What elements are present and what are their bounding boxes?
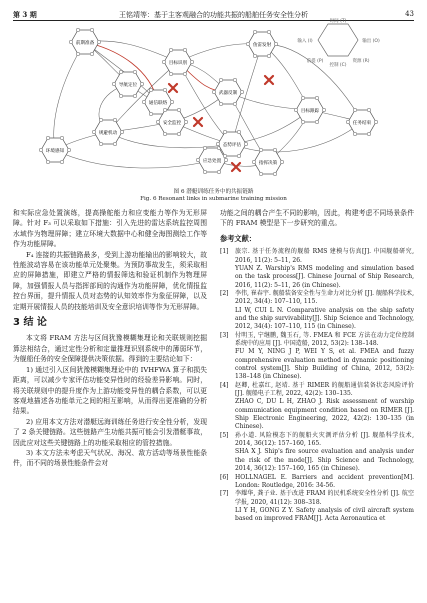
reference-number: [4] [220,381,229,389]
node-environment-sensing [39,136,71,164]
reference-entry [220,290,414,307]
reference-text: 旅宗. 基于任务流程的舰船 RMS 建模与仿真[J]. 中国舰船研究, 2016, 11(2): 5–11, 26. [235,248,414,264]
svg-text:目标识别: 目标识别 [168,61,188,66]
paragraph: 3) 本文方法未考虑天气状况、海况、敌方活动等场景性能条件，而不同的场景性能条件会对 [13,448,207,468]
barrier-x-icon [169,84,177,92]
reference-text: 赵卿, 杜嘉红, 赵靖. 基于 RIMER 的舰船通信装备状态风险评价 [J]. 舰船电子工程, 2022, 42(2): 130–135. [235,381,414,398]
node-weapon-countermeasure [212,78,244,106]
reference-number: [5] [220,431,229,439]
node-navigation [112,70,144,98]
node-torpedo-launch [246,30,278,58]
svg-text:导航定位: 导航定位 [118,83,138,88]
reference-text: 付明玉, 宁继鹏, 魏玉石, 等. FMEA 和 FCE 方法在动力定位控制系统中的应用 [J]. 中国造船, 2012, 53(2): 138–148. [235,331,414,347]
legend-control: 控制 (C) [329,63,347,68]
reference-text: LI Y H, GONG Z Y. Safety analysis of civil aircraft system based on improved FRAM[J]. Acta Aeronautica et [235,506,414,523]
reference-text: 李伟, 崔春宇. 舰船装备安全性与生命力对比分析 [J]. 舰船科学技术, 2012, 34(4): 107–110, 115. [235,289,414,306]
svg-text:应急处置: 应急处置 [202,159,222,164]
figure-caption-cn: 图 6 潜艇训练任务中的共振链路 [173,189,254,195]
reference-entry [220,348,414,381]
running-header [13,8,414,20]
svg-text:规避机动: 规避机动 [98,131,118,136]
reference-text: YUAN Z. Warship's RMS modeling and simulation based on the task process[J]. Chinese Journal of Ship Research, 2016, 11(2): 5–11, 26 (in Chinese). [235,264,414,289]
svg-text:指挥决策: 指挥决策 [258,161,278,166]
reference-text: ZHAO C, DU L H, ZHAO J. Risk assessment of warship communication equipment condition based on RIMER [J]. Ship Electronic Engineering, 2022, 42(2): 130–135 (in Chinese). [235,398,414,431]
reference-text: SHA X J. Ship's fire source evaluation and analysis under the risk of the mode[J]. Ship Science and Technology, 2014, 36(12): 157–160, 165 (in Chinese). [235,448,414,473]
page-number: 43 [405,10,414,18]
barrier-x-icon [194,118,202,126]
running-title: 王铭靖等：基于主客观融合的功能共振的船舶任务安全性分析 [119,11,308,19]
reference-entry [220,432,414,449]
legend-resource: 资源 (R) [352,59,370,64]
reference-entry [220,332,414,349]
paragraph: 本文将 FRAM 方法与区间犹豫模糊集理论和关联规则挖掘算法相结合，通过定性分析和定量推理识别系统中的薄弱环节，为舰船任务的安全保障提供决策依据。得到的主要结论如下： [13,334,207,364]
paragraph: 和实际应急处置演练，提高操舵能力和应变能力等作为无形屏障。针对 F₃ 可以采取如下措施：引入先进的雷达系统监控周围水域作为物理屏障；建立环境大数据中心和健全海图测绘工作等作为功能屏障。 [13,209,207,249]
reference-entry [220,474,414,491]
reference-text: 孙小道. 风险模态下的舰船火灾测评估分析 [J]. 舰船科学技术, 2014, 36(12): 157–160, 165. [235,431,414,448]
reference-number: [1] [220,248,229,256]
legend-time: 时间 (T) [329,19,347,24]
svg-text:态势评估: 态势评估 [222,143,242,148]
reference-text: 李耀华, 龚子业. 基于改进 FRAM 的民机系统安全性分析 [J]. 航空学报, 2020, 41(12): 308–318. [235,490,414,506]
node-command-decision [252,148,284,176]
paragraph: F₄ 连接的共振链路最多，受到上游功能输出的影响较大，故性能波动容易在该功能单元处聚集。为预防事故发生，须采取相应的屏障措施，即建立严格的情报筛选和验证机制作为物理屏障，加强情报人员与指挥部间的沟通作为功能屏障，优化情报监控台界面，提升情报人员对态势的认知效率作为象征屏障，以及定期开展情报人员的技能培训及安全意识培训等作为无形屏障。 [13,250,207,311]
svg-text:任务结束: 任务结束 [352,121,372,126]
legend-precondition: 前提 (P) [306,59,324,64]
legend-output: 输出 (O) [362,39,380,44]
svg-text:鱼雷发射: 鱼雷发射 [252,43,272,48]
paragraph: 1) 通过引入区间犹豫模糊集理论中的 IVHFWA 算子和损失距离，可以减少专家评估功能变异性时的经验差异影响。同时，将关联规则中的提升度作为上游功能变异性的耦合系数，可以更客观地描述各功能单元之间的相互影响，从而得出更准确的分析结果。 [13,365,207,416]
right-column [220,208,414,524]
svg-text:环境感知: 环境感知 [45,149,65,154]
reference-entry [220,398,414,431]
reference-number: [6] [220,473,229,481]
reference-entry [220,448,414,473]
reference-entry [220,248,414,265]
reference-list [220,248,414,523]
reference-entry [220,490,414,507]
node-mission-end [346,108,378,136]
node-evasive-maneuver [92,118,124,146]
figure-caption-en: Fig. 6 Resonant links in submarine training mission [140,196,287,202]
barrier-x-icon [265,76,273,84]
reference-number: [7] [220,490,229,498]
svg-text:目标跟踪: 目标跟踪 [300,109,320,114]
legend-input: 输入 (I) [297,39,313,44]
reference-entry [220,265,414,290]
fram-network-figure [0,19,427,190]
legend-hexagon [297,17,380,68]
reference-text: LI W, CUI L N. Comparative analysis on the ship safety and the ship survivability[J]. Ship Science and Technology, 2012, 34(4): 107–110, 115 (in Chinese). [235,306,414,331]
reference-text: HOLLNAGEL E. Barriers and accident prevention[M]. London: Routledge, 2016: 34-56. [235,473,414,489]
reference-entry [220,382,414,399]
references-heading: 参考文献： [220,233,256,243]
node-target-tracking [294,96,326,124]
svg-text:武器反制: 武器反制 [218,91,238,96]
reference-entry [220,507,414,524]
svg-text:通信联络: 通信联络 [148,101,168,106]
reference-text: FU M Y, NING J P, WEI Y S, et al. FMEA and fuzzy comprehensive evaluation method in dynamic positioning control system[J]. Ship Building of China, 2012, 53(2): 138–148 (in Chinese). [235,348,414,381]
section-heading: 3 结 论 [13,317,47,329]
paragraph: 功能之间的耦合产生不同的影响，因此，构建考虑不同场景条件下的 FRAM 模型是下一步研究的重点。 [220,209,414,228]
reference-entry [220,307,414,332]
svg-text:安全监控: 安全监控 [162,121,182,126]
paragraph: 2) 应用本文方法对潜艇远海训练任务进行安全性分析，发现了 2 条关键链路。这些链路产生功能共振可能会引发潜艇事故，因此应对这些关键链路上的功能采取相应的管控措施。 [13,417,207,447]
issue-number: 第 3 期 [13,10,37,19]
header-rule [13,20,414,21]
reference-number: [2] [220,289,229,297]
reference-number: [3] [220,331,229,339]
left-column [13,208,207,469]
svg-text:前期准备: 前期准备 [75,41,95,46]
barrier-x-icon [232,163,240,171]
